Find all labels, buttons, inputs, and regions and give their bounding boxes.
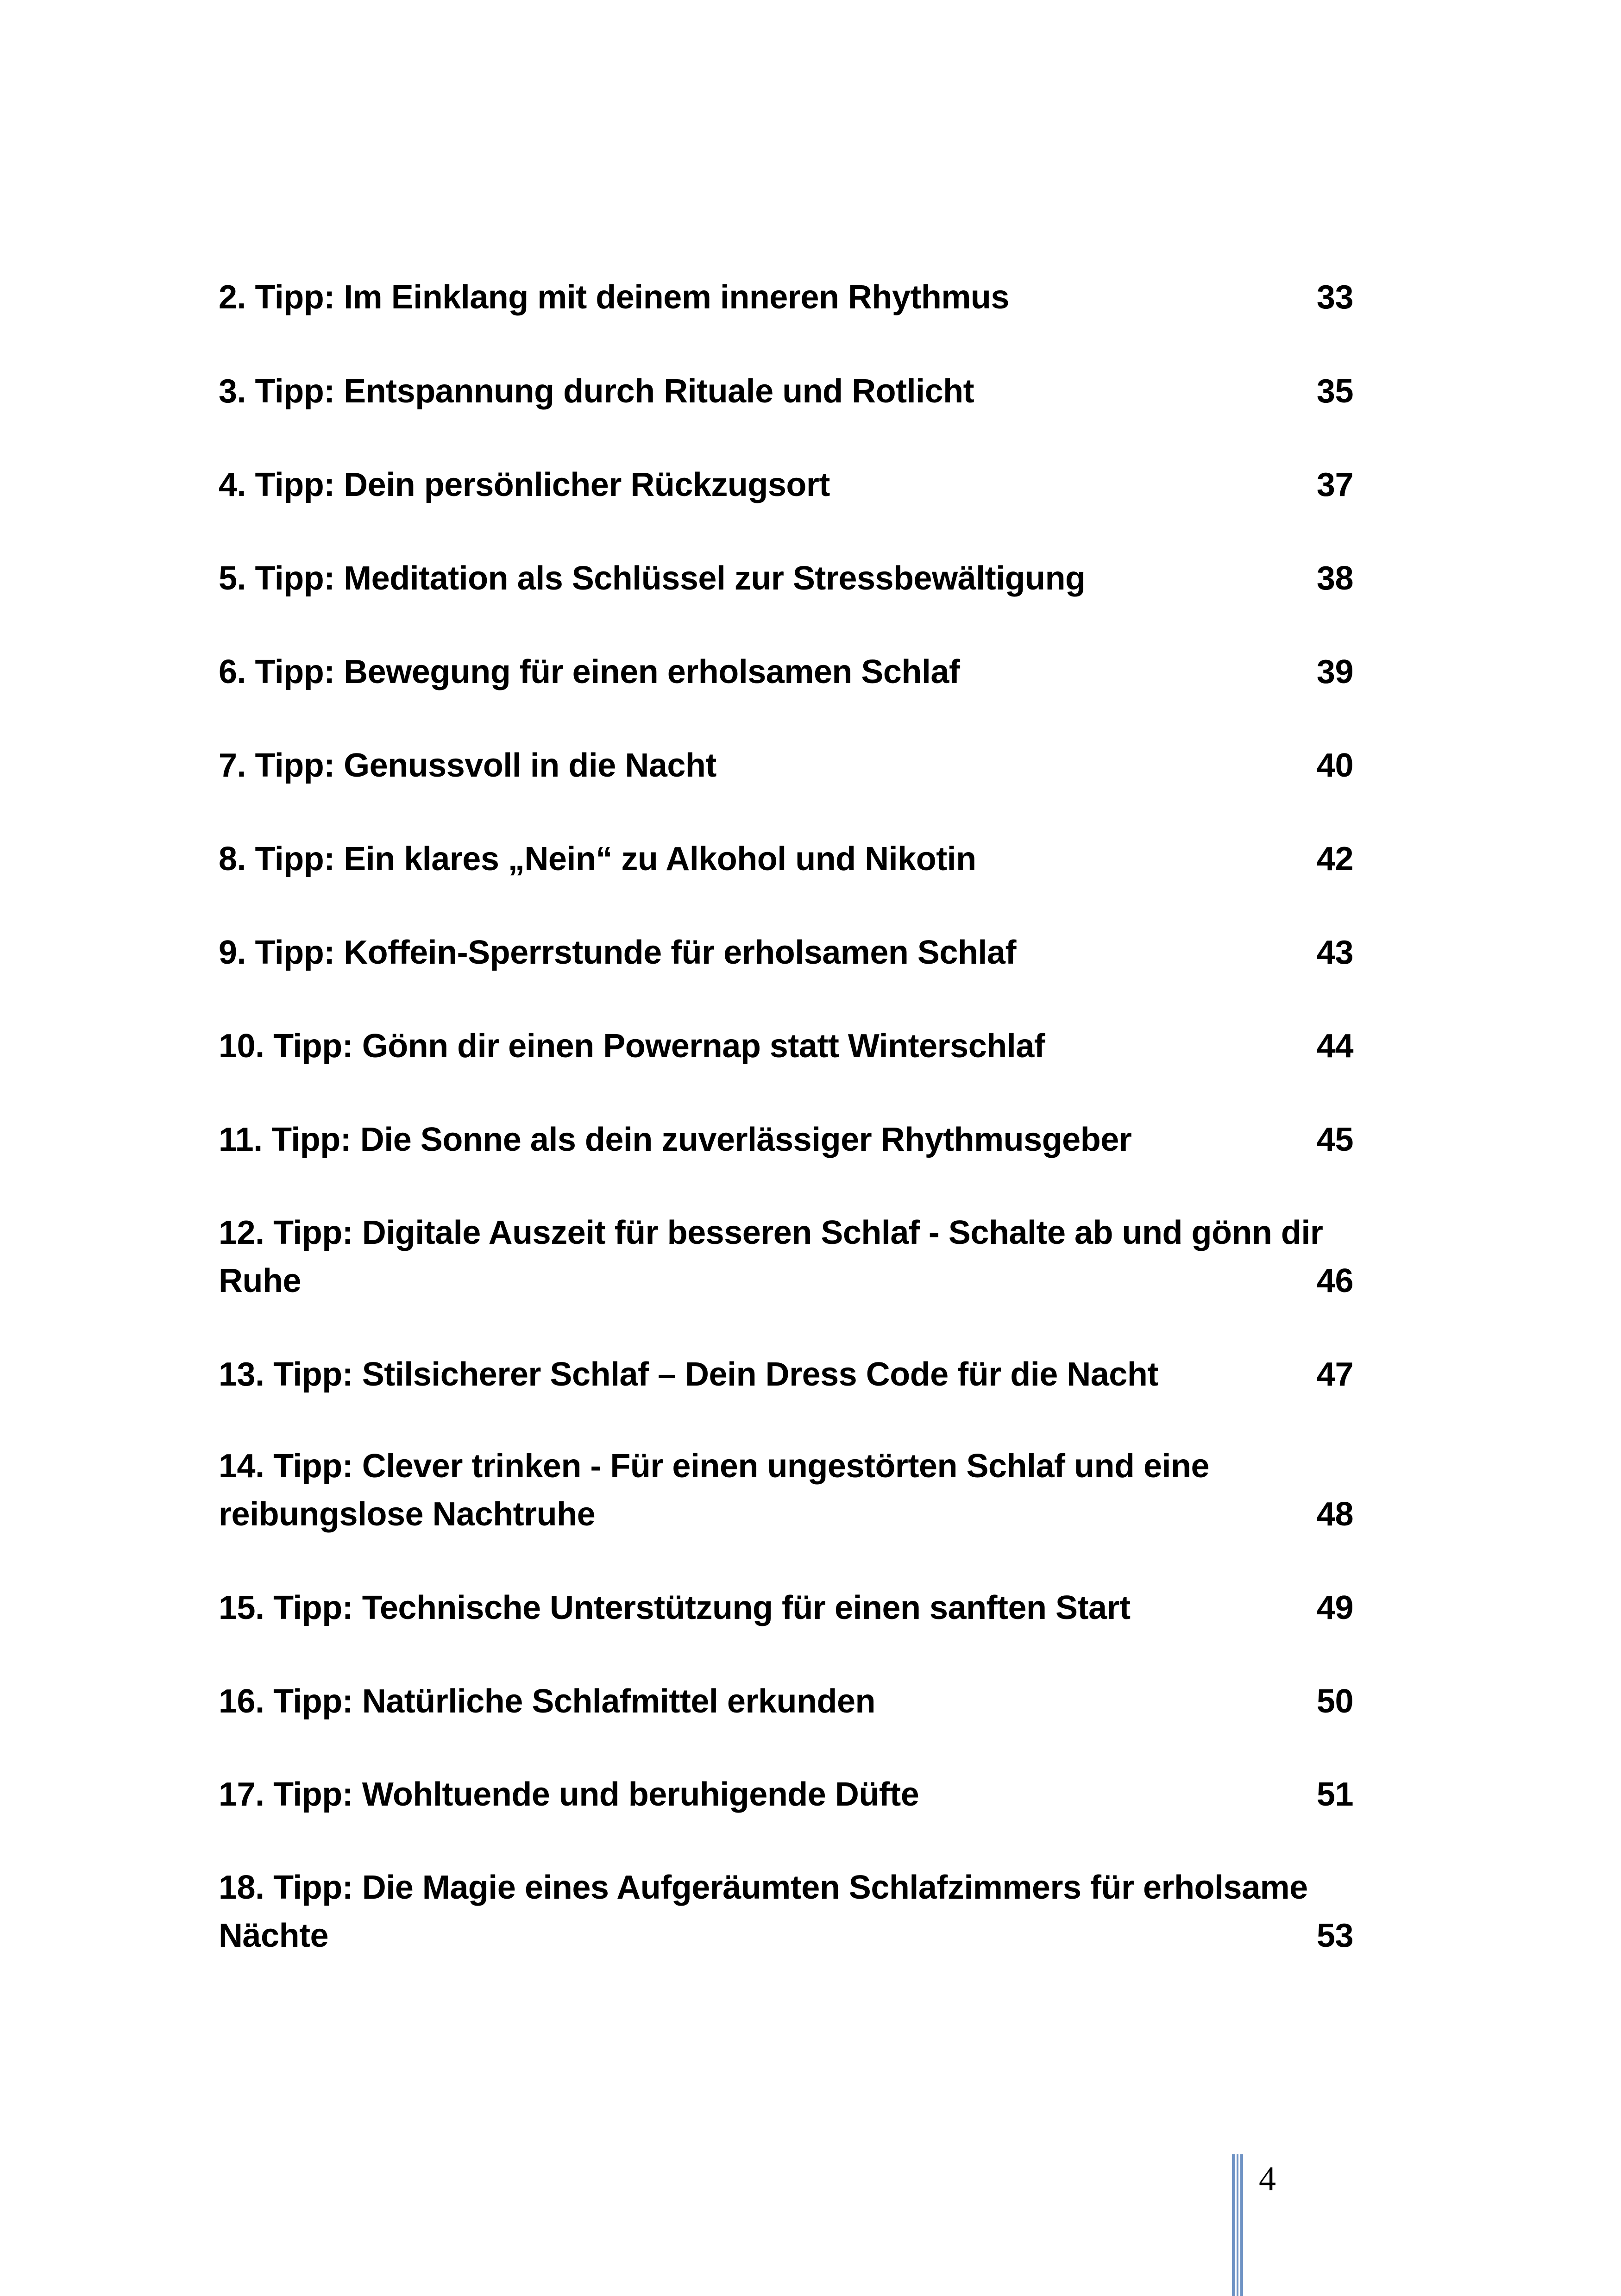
toc-entry-title: 5. Tipp: Meditation als Schlüssel zur Stressbewältigung	[219, 560, 1086, 597]
footer-accent-bars	[1232, 2154, 1243, 2296]
toc-entry-11[interactable]	[219, 1116, 1353, 1164]
page-number: 4	[1259, 2160, 1276, 2198]
toc-entry-page: 35	[1316, 373, 1353, 410]
toc-entry-16[interactable]	[219, 1677, 1353, 1725]
toc-entry-title-line2: Nächte	[219, 1917, 329, 1954]
toc-entry-title-line2: reibungslose Nachtruhe	[219, 1496, 596, 1533]
toc-entry-title: 10. Tipp: Gönn dir einen Powernap statt Winterschlaf	[219, 1028, 1045, 1065]
toc-entry-title-line1: 14. Tipp: Clever trinken - Für einen ungestörten Schlaf und eine	[219, 1448, 1210, 1485]
toc-entry-page: 44	[1316, 1028, 1353, 1065]
toc-entry-title: 9. Tipp: Koffein-Sperrstunde für erholsamen Schlaf	[219, 934, 1016, 971]
toc-entry-page: 40	[1316, 747, 1353, 784]
toc-entry-4[interactable]	[219, 461, 1353, 509]
toc-entry-title: 16. Tipp: Natürliche Schlafmittel erkunden	[219, 1683, 875, 1720]
footer-accent-bar	[1237, 2154, 1238, 2296]
toc-entry-13[interactable]	[219, 1350, 1353, 1399]
toc-entry-page: 33	[1316, 279, 1353, 316]
toc-entry-page: 42	[1316, 841, 1353, 878]
toc-entry-page: 39	[1316, 653, 1353, 690]
toc-entry-9[interactable]	[219, 928, 1353, 977]
toc-entry-title: 13. Tipp: Stilsicherer Schlaf – Dein Dress Code für die Nacht	[219, 1356, 1158, 1393]
toc-entry-page: 50	[1316, 1683, 1353, 1720]
toc-entry-title-line2: Ruhe	[219, 1262, 301, 1299]
toc-entry-3[interactable]	[219, 367, 1353, 415]
toc-entry-title: 11. Tipp: Die Sonne als dein zuverlässiger Rhythmusgeber	[219, 1121, 1132, 1158]
footer-accent-bar	[1232, 2154, 1235, 2296]
toc-entry-12[interactable]	[219, 1209, 1353, 1305]
footer-accent-bar	[1240, 2154, 1243, 2296]
toc-entry-title: 17. Tipp: Wohltuende und beruhigende Düfte	[219, 1776, 919, 1813]
toc-entry-title: 8. Tipp: Ein klares „Nein“ zu Alkohol und Nikotin	[219, 841, 976, 878]
toc-entry-2[interactable]	[219, 273, 1353, 321]
toc-entry-title-line1: 12. Tipp: Digitale Auszeit für besseren Schlaf - Schalte ab und gönn dir	[219, 1214, 1323, 1251]
toc-entry-page: 46	[1316, 1262, 1353, 1299]
toc-entry-page: 51	[1316, 1776, 1353, 1813]
toc-entry-page: 45	[1316, 1121, 1353, 1158]
toc-entry-6[interactable]	[219, 648, 1353, 696]
toc-entry-18[interactable]	[219, 1863, 1353, 1960]
toc-entry-14[interactable]	[219, 1442, 1353, 1538]
toc-entry-title-line1: 18. Tipp: Die Magie eines Aufgeräumten Schlafzimmers für erholsame	[219, 1869, 1308, 1906]
toc-entry-17[interactable]	[219, 1770, 1353, 1819]
toc-entry-title: 6. Tipp: Bewegung für einen erholsamen Schlaf	[219, 653, 960, 690]
toc-entry-page: 38	[1316, 560, 1353, 597]
toc-entry-title: 7. Tipp: Genussvoll in die Nacht	[219, 747, 716, 784]
toc-entry-title: 15. Tipp: Technische Unterstützung für einen sanften Start	[219, 1589, 1131, 1626]
toc-entry-page: 48	[1316, 1496, 1353, 1533]
toc-entry-title: 4. Tipp: Dein persönlicher Rückzugsort	[219, 466, 830, 503]
toc-entry-10[interactable]	[219, 1022, 1353, 1070]
toc-entry-8[interactable]	[219, 835, 1353, 883]
toc-entry-15[interactable]	[219, 1584, 1353, 1632]
toc-entry-page: 37	[1316, 466, 1353, 503]
toc-entry-title: 3. Tipp: Entspannung durch Rituale und Rotlicht	[219, 373, 974, 410]
toc-entry-5[interactable]	[219, 554, 1353, 602]
toc-entry-7[interactable]	[219, 741, 1353, 790]
toc-entry-page: 43	[1316, 934, 1353, 971]
toc-entry-page: 53	[1316, 1917, 1353, 1954]
toc-entry-page: 49	[1316, 1589, 1353, 1626]
toc-entry-page: 47	[1316, 1356, 1353, 1393]
toc-entry-title: 2. Tipp: Im Einklang mit deinem inneren Rhythmus	[219, 279, 1009, 316]
